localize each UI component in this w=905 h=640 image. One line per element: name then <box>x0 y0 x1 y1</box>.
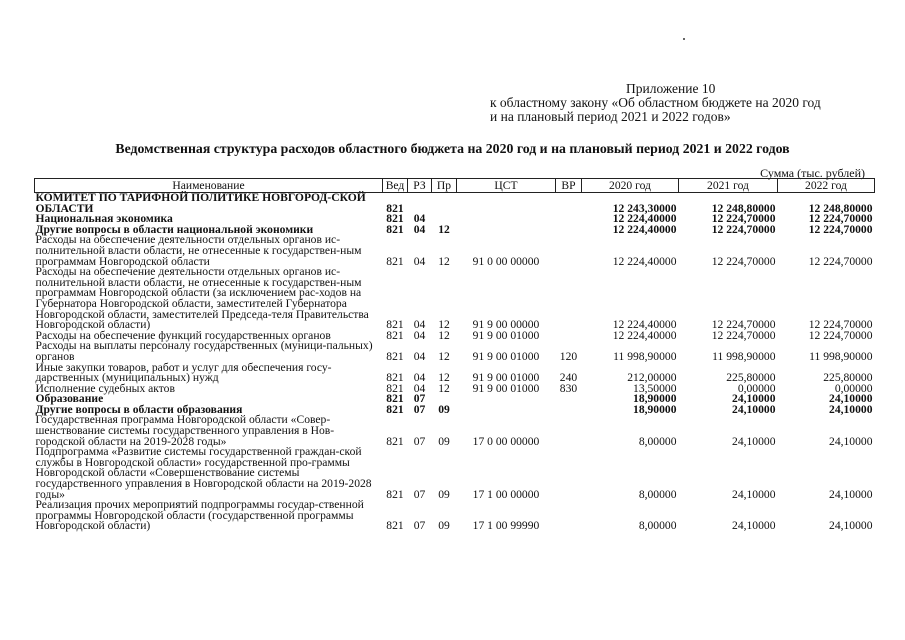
row-rz: 07 <box>413 487 426 501</box>
row-vr <box>556 267 582 331</box>
row-vr <box>556 394 582 405</box>
row-amount-2020: 18,90000 <box>633 392 677 406</box>
row-ved: 821 <box>386 349 404 363</box>
row-name: Иные закупки товаров, работ и услуг для обеспечения госу-дарственных (муниципальных) нужд <box>35 360 332 385</box>
row-amount-2021: 12 248,80000 <box>711 201 776 215</box>
row-amount-2021: 24,10000 <box>732 402 776 416</box>
row-amount-2020: 12 224,40000 <box>612 212 677 226</box>
budget-table <box>34 178 875 532</box>
row-pr: 12 <box>438 254 450 268</box>
row-rz: 04 <box>413 349 426 363</box>
row-amount-2020: 212,00000 <box>627 371 677 385</box>
row-rz: 04 <box>413 212 426 226</box>
row-amount-2022: 11 998,90000 <box>809 349 873 363</box>
col-header-2022: 2022 год <box>778 179 875 193</box>
row-name: Расходы на обеспечение функций государственных органов <box>35 328 331 342</box>
col-header-cst: ЦСТ <box>457 179 556 193</box>
row-pr: 12 <box>438 371 450 385</box>
row-vr <box>556 235 582 267</box>
row-amount-2020: 8,00000 <box>638 487 677 501</box>
row-ved: 821 <box>386 254 404 268</box>
row-ved: 821 <box>386 371 404 385</box>
row-vr <box>556 447 582 500</box>
row-cst: 91 9 00 01000 <box>472 349 540 363</box>
col-header-name: Наименование <box>35 179 383 193</box>
row-pr: 12 <box>438 328 450 342</box>
row-pr <box>432 193 457 215</box>
row-pr: 12 <box>438 349 450 363</box>
col-header-pr: Пр <box>432 179 457 193</box>
row-amount-2021: 12 224,70000 <box>711 328 776 342</box>
row-name: КОМИТЕТ ПО ТАРИФНОЙ ПОЛИТИКЕ НОВГОРОД-СКОЙ ОБЛАСТИ <box>35 191 366 215</box>
row-rz: 04 <box>413 222 426 236</box>
units-label: Сумма (тыс. рублей) <box>760 166 865 180</box>
row-amount-2021: 24,10000 <box>732 392 776 406</box>
row-rz: 04 <box>413 254 426 268</box>
row-cst <box>457 225 556 236</box>
row-amount-2022: 12 224,70000 <box>808 212 873 226</box>
col-header-rz: РЗ <box>408 179 432 193</box>
row-amount-2022: 24,10000 <box>829 519 873 533</box>
row-amount-2022: 24,10000 <box>829 487 873 501</box>
row-amount-2021: 12 224,70000 <box>711 318 776 332</box>
appendix-law: к областному закону «Об областном бюджете на 2020 год <box>490 95 821 110</box>
appendix-header <box>490 82 880 124</box>
row-pr: 09 <box>438 402 450 416</box>
row-amount-2022: 24,10000 <box>829 434 873 448</box>
table-row <box>35 193 875 215</box>
table-row <box>35 500 875 532</box>
row-name: Другие вопросы в области образования <box>35 402 243 416</box>
col-header-2020: 2020 год <box>582 179 679 193</box>
row-rz: 04 <box>413 328 426 342</box>
row-amount-2020: 11 998,90000 <box>613 349 677 363</box>
row-rz: 04 <box>413 318 426 332</box>
row-ved: 821 <box>386 392 404 406</box>
table-row <box>35 341 875 362</box>
row-rz: 04 <box>413 371 426 385</box>
scan-speck <box>683 38 685 40</box>
row-pr: 12 <box>438 381 450 395</box>
row-rz: 07 <box>413 392 426 406</box>
row-amount-2022: 0,00000 <box>834 381 873 395</box>
row-rz: 07 <box>413 519 426 533</box>
row-pr: 09 <box>438 487 450 501</box>
row-amount-2020: 12 224,40000 <box>612 254 677 268</box>
row-cst: 91 9 00 01000 <box>472 381 540 395</box>
row-name: Исполнение судебных актов <box>35 381 175 395</box>
row-ved: 821 <box>386 519 404 533</box>
row-name: Подпрограмма «Развитие системы государственной граждан-ской службы в Новгородской области» государственной про-граммы Новгородской области «Совершенствование системы государственного управления в Новгородской области на 2019-2028 годы» <box>35 445 372 501</box>
row-vr: 830 <box>559 381 578 395</box>
row-pr: 09 <box>438 434 450 448</box>
row-vr <box>556 214 582 225</box>
row-ved: 821 <box>386 212 404 226</box>
row-cst <box>457 394 556 405</box>
row-amount-2020: 12 224,40000 <box>612 318 677 332</box>
row-name: Образование <box>35 392 104 406</box>
row-ved: 821 <box>386 201 404 215</box>
row-vr <box>556 193 582 215</box>
col-header-2021: 2021 год <box>679 179 778 193</box>
document-title: Ведомственная структура расходов областного бюджета на 2020 год и на плановый период 2021 и 2022 годов <box>115 141 790 156</box>
row-amount-2021: 225,80000 <box>726 371 776 385</box>
row-amount-2022: 12 224,70000 <box>808 328 873 342</box>
row-cst: 91 9 00 00000 <box>472 318 540 332</box>
row-cst: 17 1 00 99990 <box>472 519 540 533</box>
row-amount-2021: 24,10000 <box>732 434 776 448</box>
table-row <box>35 267 875 331</box>
row-amount-2022: 12 224,70000 <box>808 254 873 268</box>
row-cst <box>457 405 556 416</box>
row-amount-2022: 24,10000 <box>829 402 873 416</box>
row-amount-2020: 13,50000 <box>633 381 677 395</box>
row-vr <box>556 415 582 447</box>
row-name: Другие вопросы в области национальной экономики <box>35 222 314 236</box>
row-amount-2021: 12 224,70000 <box>711 254 776 268</box>
row-cst: 17 0 00 00000 <box>472 434 540 448</box>
row-amount-2021: 24,10000 <box>732 519 776 533</box>
table-row <box>35 447 875 500</box>
row-vr <box>556 405 582 416</box>
row-rz: 04 <box>413 381 426 395</box>
row-cst: 17 1 00 00000 <box>472 487 540 501</box>
row-cst: 91 0 00 00000 <box>472 254 540 268</box>
row-ved: 821 <box>386 328 404 342</box>
row-vr <box>556 500 582 532</box>
appendix-period: и на плановый период 2021 и 2022 годов» <box>490 109 731 124</box>
row-amount-2020: 12 224,40000 <box>612 222 677 236</box>
row-ved: 821 <box>386 381 404 395</box>
table-row <box>35 363 875 384</box>
row-cst <box>457 193 556 215</box>
row-amount-2022: 12 224,70000 <box>808 318 873 332</box>
row-ved: 821 <box>386 222 404 236</box>
row-cst <box>457 214 556 225</box>
row-amount-2020: 12 243,30000 <box>612 201 677 215</box>
row-rz <box>408 193 432 215</box>
row-pr: 12 <box>438 318 450 332</box>
row-ved: 821 <box>386 318 404 332</box>
row-amount-2020: 8,00000 <box>638 519 677 533</box>
col-header-vr: ВР <box>556 179 582 193</box>
row-amount-2022: 12 224,70000 <box>808 222 873 236</box>
row-name: Расходы на обеспечение деятельности отдельных органов ис-полнительной власти области, не отнесенные к государствен-ным программам Новгородской области <box>35 233 362 268</box>
row-vr: 120 <box>559 349 578 363</box>
row-pr: 09 <box>438 519 450 533</box>
row-pr: 12 <box>438 222 450 236</box>
row-ved: 821 <box>386 402 404 416</box>
row-cst: 91 9 00 01000 <box>472 328 540 342</box>
row-ved: 821 <box>386 434 404 448</box>
table-row <box>35 415 875 447</box>
row-amount-2022: 225,80000 <box>823 371 873 385</box>
row-name: Реализация прочих мероприятий подпрограммы государ-ственной программы Новгородской области (государственной программы Новгородской области) <box>35 498 364 533</box>
row-amount-2020: 8,00000 <box>638 434 677 448</box>
row-rz: 07 <box>413 402 426 416</box>
row-rz: 07 <box>413 434 426 448</box>
row-name: Национальная экономика <box>35 212 173 226</box>
row-amount-2020: 12 224,40000 <box>612 328 677 342</box>
row-amount-2022: 24,10000 <box>829 392 873 406</box>
row-name: Государственная программа Новгородской области «Совер-шенствование системы государственного управления в Нов-городской области на 2019-2028 годы» <box>35 413 335 448</box>
row-vr: 240 <box>559 371 578 385</box>
row-amount-2021: 12 224,70000 <box>711 222 776 236</box>
row-amount-2021: 0,00000 <box>737 381 776 395</box>
row-amount-2021: 11 998,90000 <box>712 349 776 363</box>
table-row <box>35 235 875 267</box>
row-ved: 821 <box>386 487 404 501</box>
row-amount-2022: 12 248,80000 <box>808 201 873 215</box>
row-vr <box>556 225 582 236</box>
col-header-ved: Вед <box>383 179 408 193</box>
row-vr <box>556 331 582 342</box>
row-name: Расходы на выплаты персоналу государственных (муници-пальных) органов <box>35 339 373 363</box>
row-amount-2021: 24,10000 <box>732 487 776 501</box>
row-amount-2021: 12 224,70000 <box>711 212 776 226</box>
row-name: Расходы на обеспечение деятельности отдельных органов ис-полнительной власти области, не отнесенные к государствен-ным программам Новгородской области (за исключением рас-ходов на Губернатора Новгородской области, заместителей Губернатора Новгородской области, заместителей Председа-теля Правительства Новгородской области) <box>35 265 369 332</box>
appendix-number: Приложение 10 <box>626 81 716 96</box>
row-amount-2020: 18,90000 <box>633 402 677 416</box>
row-cst: 91 9 00 01000 <box>472 371 540 385</box>
